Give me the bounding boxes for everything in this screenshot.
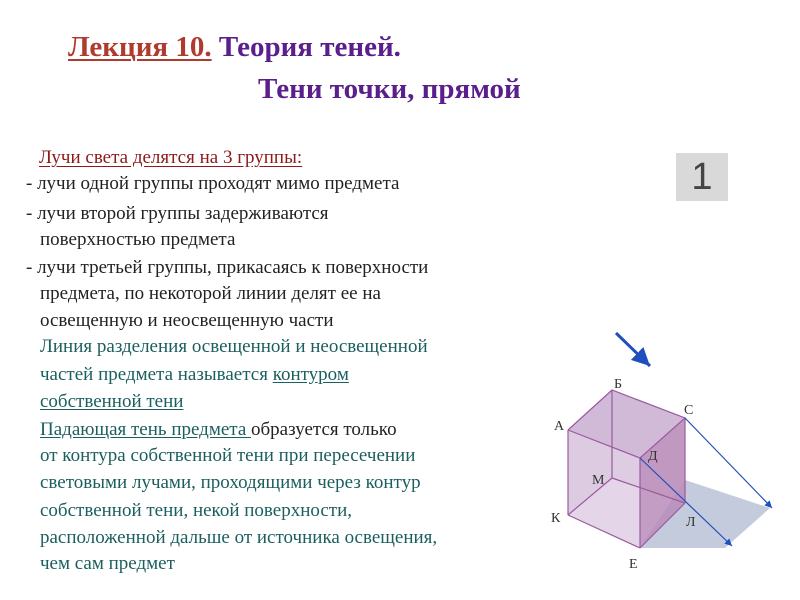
text-line-11: от контура собственной тени при пересечении bbox=[40, 445, 416, 466]
term-own-shadow: собственной тени bbox=[40, 391, 184, 412]
text-line-14: расположенной дальше от источника освещения, bbox=[40, 527, 438, 548]
term-contour: контуром bbox=[272, 364, 349, 385]
label-a: А bbox=[554, 419, 565, 434]
text-line-6: освещенную и неосвещенную части bbox=[40, 310, 334, 331]
slide-number-badge: 1 bbox=[676, 153, 728, 201]
text-line-5: предмета, по некоторой линии делят ее на bbox=[40, 283, 381, 304]
text-line-4: - лучи третьей группы, прикасаясь к поверхности bbox=[26, 257, 429, 278]
text-line-10-rest: образуется только bbox=[251, 419, 397, 440]
label-d: Д bbox=[648, 449, 658, 464]
label-b: Б bbox=[614, 377, 623, 392]
lecture-subtitle: Тени точки, прямой bbox=[258, 73, 521, 105]
label-e: Е bbox=[629, 557, 638, 572]
label-c: С bbox=[684, 403, 694, 418]
section-heading: Лучи света делятся на 3 группы: bbox=[39, 147, 303, 168]
lecture-topic: Теория теней. bbox=[218, 31, 401, 63]
text-line-13: собственной тени, некой поверхности, bbox=[40, 500, 352, 521]
label-m: М bbox=[592, 473, 605, 488]
label-k: К bbox=[551, 511, 561, 526]
text-line-7: Линия разделения освещенной и неосвещенной bbox=[40, 336, 428, 357]
label-l: Л bbox=[686, 515, 696, 530]
term-cast-shadow: Падающая тень предмета bbox=[40, 419, 252, 440]
text-line-12: световыми лучами, проходящими через контур bbox=[40, 472, 421, 493]
light-direction-arrow bbox=[616, 333, 650, 366]
text-line-8-plain: частей предмета называется bbox=[40, 364, 273, 385]
text-line-1: - лучи одной группы проходят мимо предмета bbox=[26, 173, 400, 194]
text-line-15: чем сам предмет bbox=[40, 553, 175, 574]
text-line-3: поверхностью предмета bbox=[40, 229, 236, 250]
text-line-2: - лучи второй группы задерживаются bbox=[26, 203, 329, 224]
lecture-number: Лекция 10. bbox=[68, 31, 212, 63]
